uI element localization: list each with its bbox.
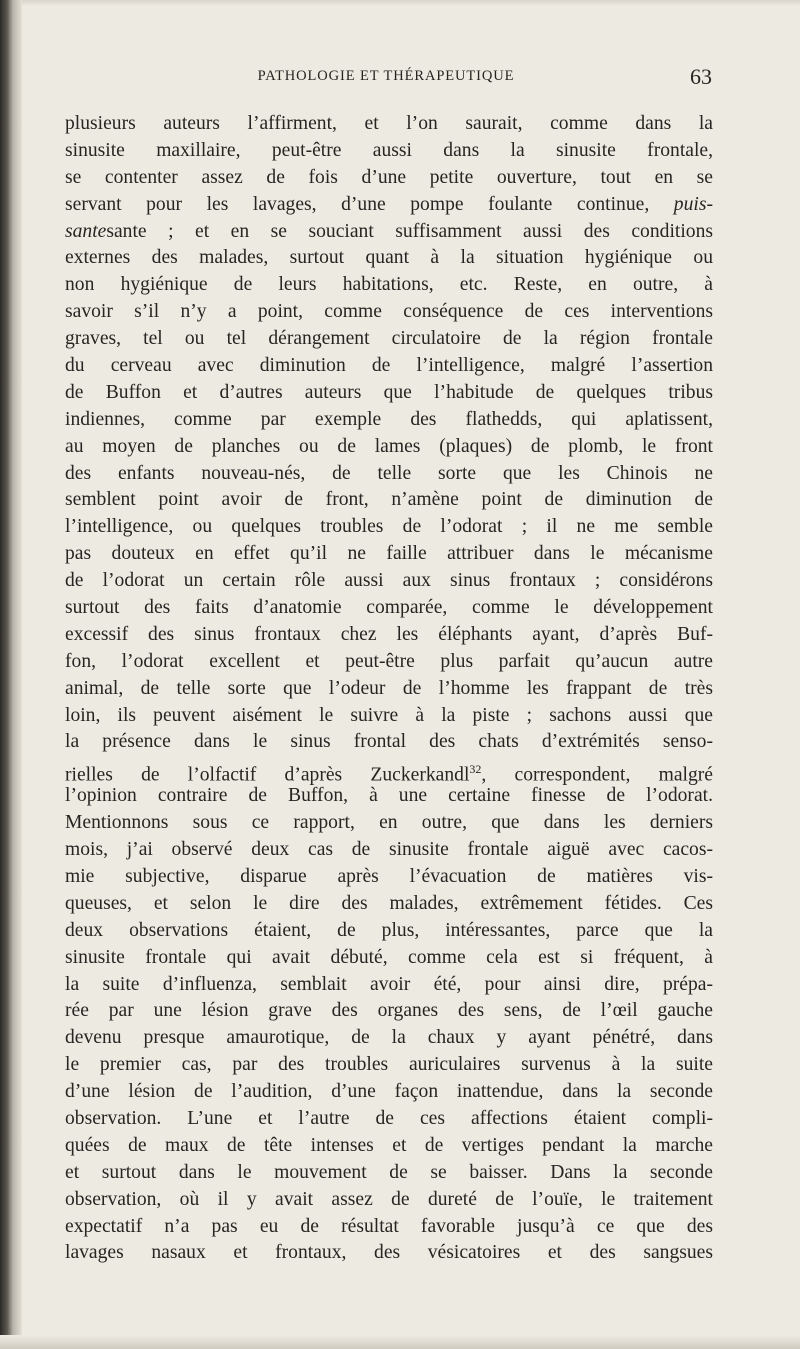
- text-line: lavages nasaux et frontaux, des vésicatoires et des sangsues: [65, 1242, 713, 1264]
- text-line: externes des malades, surtout quant à la situation hygiénique ou: [65, 247, 713, 269]
- text-line: observation, où il y avait assez de dureté de l’ouïe, le traitement: [65, 1188, 713, 1210]
- text-line: fon, l’odorat excellent et peut-être plus parfait qu’aucun autre: [65, 650, 713, 672]
- text-line: quées de maux de tête intenses et de vertiges pendant la marche: [65, 1134, 713, 1156]
- italic-word: sante: [65, 220, 107, 242]
- text-line: et surtout dans le mouvement de se baisser. Dans la seconde: [65, 1161, 713, 1183]
- text-line: sinusite frontale qui avait débuté, comme cela est si fréquent, à: [65, 946, 713, 968]
- page-number: 63: [690, 64, 712, 89]
- text-line: expectatif n’a pas eu de résultat favorable jusqu’à ce que des: [65, 1215, 713, 1237]
- running-title: PATHOLOGIE ET THÉRAPEUTIQUE: [257, 68, 515, 84]
- text-line: de l’odorat un certain rôle aussi aux sinus frontaux ; considérons: [65, 570, 713, 592]
- text-line: d’une lésion de l’audition, d’une façon inattendue, dans la seconde: [65, 1081, 713, 1103]
- text-line: l’intelligence, ou quelques troubles de l’odorat ; il ne me semble: [65, 516, 713, 538]
- text-line: deux observations étaient, de plus, intéressantes, parce que la: [65, 919, 713, 941]
- text-line: devenu presque amaurotique, de la chaux y ayant pénétré, dans: [65, 1027, 713, 1049]
- page-top-shadow: [22, 0, 800, 6]
- text-line: pas douteux en effet qu’il ne faille attribuer dans le mécanisme: [65, 543, 713, 565]
- text-line: de Buffon et d’autres auteurs que l’habitude de quelques tribus: [65, 381, 713, 403]
- text-line: des enfants nouveau-nés, de telle sorte que les Chinois ne: [65, 462, 713, 484]
- text-line: la présence dans le sinus frontal des chats d’extrémités senso-: [65, 731, 713, 753]
- text-line: [65, 756, 713, 786]
- text-line-segment: rielles de l’olfactif d’après Zuckerkandl: [65, 764, 470, 786]
- text-line: excessif des sinus frontaux chez les éléphants ayant, d’après Buf-: [65, 623, 713, 645]
- body-text: [65, 111, 713, 1267]
- text-line: du cerveau avec diminution de l’intelligence, malgré l’assertion: [65, 355, 713, 377]
- text-line: [65, 192, 713, 219]
- footnote-reference: 32: [469, 762, 482, 777]
- text-line: rée par une lésion grave des organes des sens, de l’œil gauche: [65, 1000, 713, 1022]
- text-line-segment: , correspondent, malgré: [481, 764, 713, 786]
- running-head: [60, 66, 712, 90]
- text-line: queuses, et selon le dire des malades, extrêmement fétides. Ces: [65, 892, 713, 914]
- text-line: surtout des faits d’anatomie comparée, comme le développement: [65, 597, 713, 619]
- text-line: Mentionnons sous ce rapport, en outre, que dans les derniers: [65, 812, 713, 834]
- text-line: mie subjective, disparue après l’évacuation de matières vis-: [65, 865, 713, 887]
- text-line: non hygiénique de leurs habitations, etc. Reste, en outre, à: [65, 274, 713, 296]
- text-line: la suite d’influenza, semblait avoir été, pour ainsi dire, prépa-: [65, 973, 713, 995]
- text-line: mois, j’ai observé deux cas de sinusite frontale aiguë avec cacos-: [65, 839, 713, 861]
- text-line: le premier cas, par des troubles auriculaires survenus à la suite: [65, 1054, 713, 1076]
- text-line: au moyen de planches ou de lames (plaques) de plomb, le front: [65, 435, 713, 457]
- text-line: plusieurs auteurs l’affirment, et l’on saurait, comme dans la: [65, 113, 713, 134]
- text-line: observation. L’une et l’autre de ces affections étaient compli-: [65, 1107, 713, 1129]
- text-line: sinusite maxillaire, peut-être aussi dans la sinusite frontale,: [65, 139, 713, 161]
- text-line: graves, tel ou tel dérangement circulatoire de la région frontale: [65, 328, 713, 350]
- text-line: [65, 219, 713, 246]
- text-line-segment: sante ; et en se souciant suffisamment aussi des conditions: [106, 220, 713, 242]
- text-line: se contenter assez de fois d’une petite ouverture, tout en se: [65, 166, 713, 188]
- page-bottom-shadow: [0, 1335, 800, 1349]
- text-line: l’opinion contraire de Buffon, à une certaine finesse de l’odorat.: [65, 785, 713, 807]
- book-binding-edge: [0, 0, 22, 1349]
- text-line: savoir s’il n’y a point, comme conséquence de ces interventions: [65, 301, 713, 323]
- text-line-segment: servant pour les lavages, d’une pompe foulante continue,: [65, 193, 650, 215]
- text-line: loin, ils peuvent aisément le suivre à la piste ; sachons aussi que: [65, 704, 713, 726]
- italic-word: puis-: [673, 193, 713, 215]
- text-line: indiennes, comme par exemple des flathedds, qui aplatissent,: [65, 408, 713, 430]
- text-line: animal, de telle sorte que l’odeur de l’homme les frappant de très: [65, 677, 713, 699]
- text-line: semblent point avoir de front, n’amène point de diminution de: [65, 489, 713, 511]
